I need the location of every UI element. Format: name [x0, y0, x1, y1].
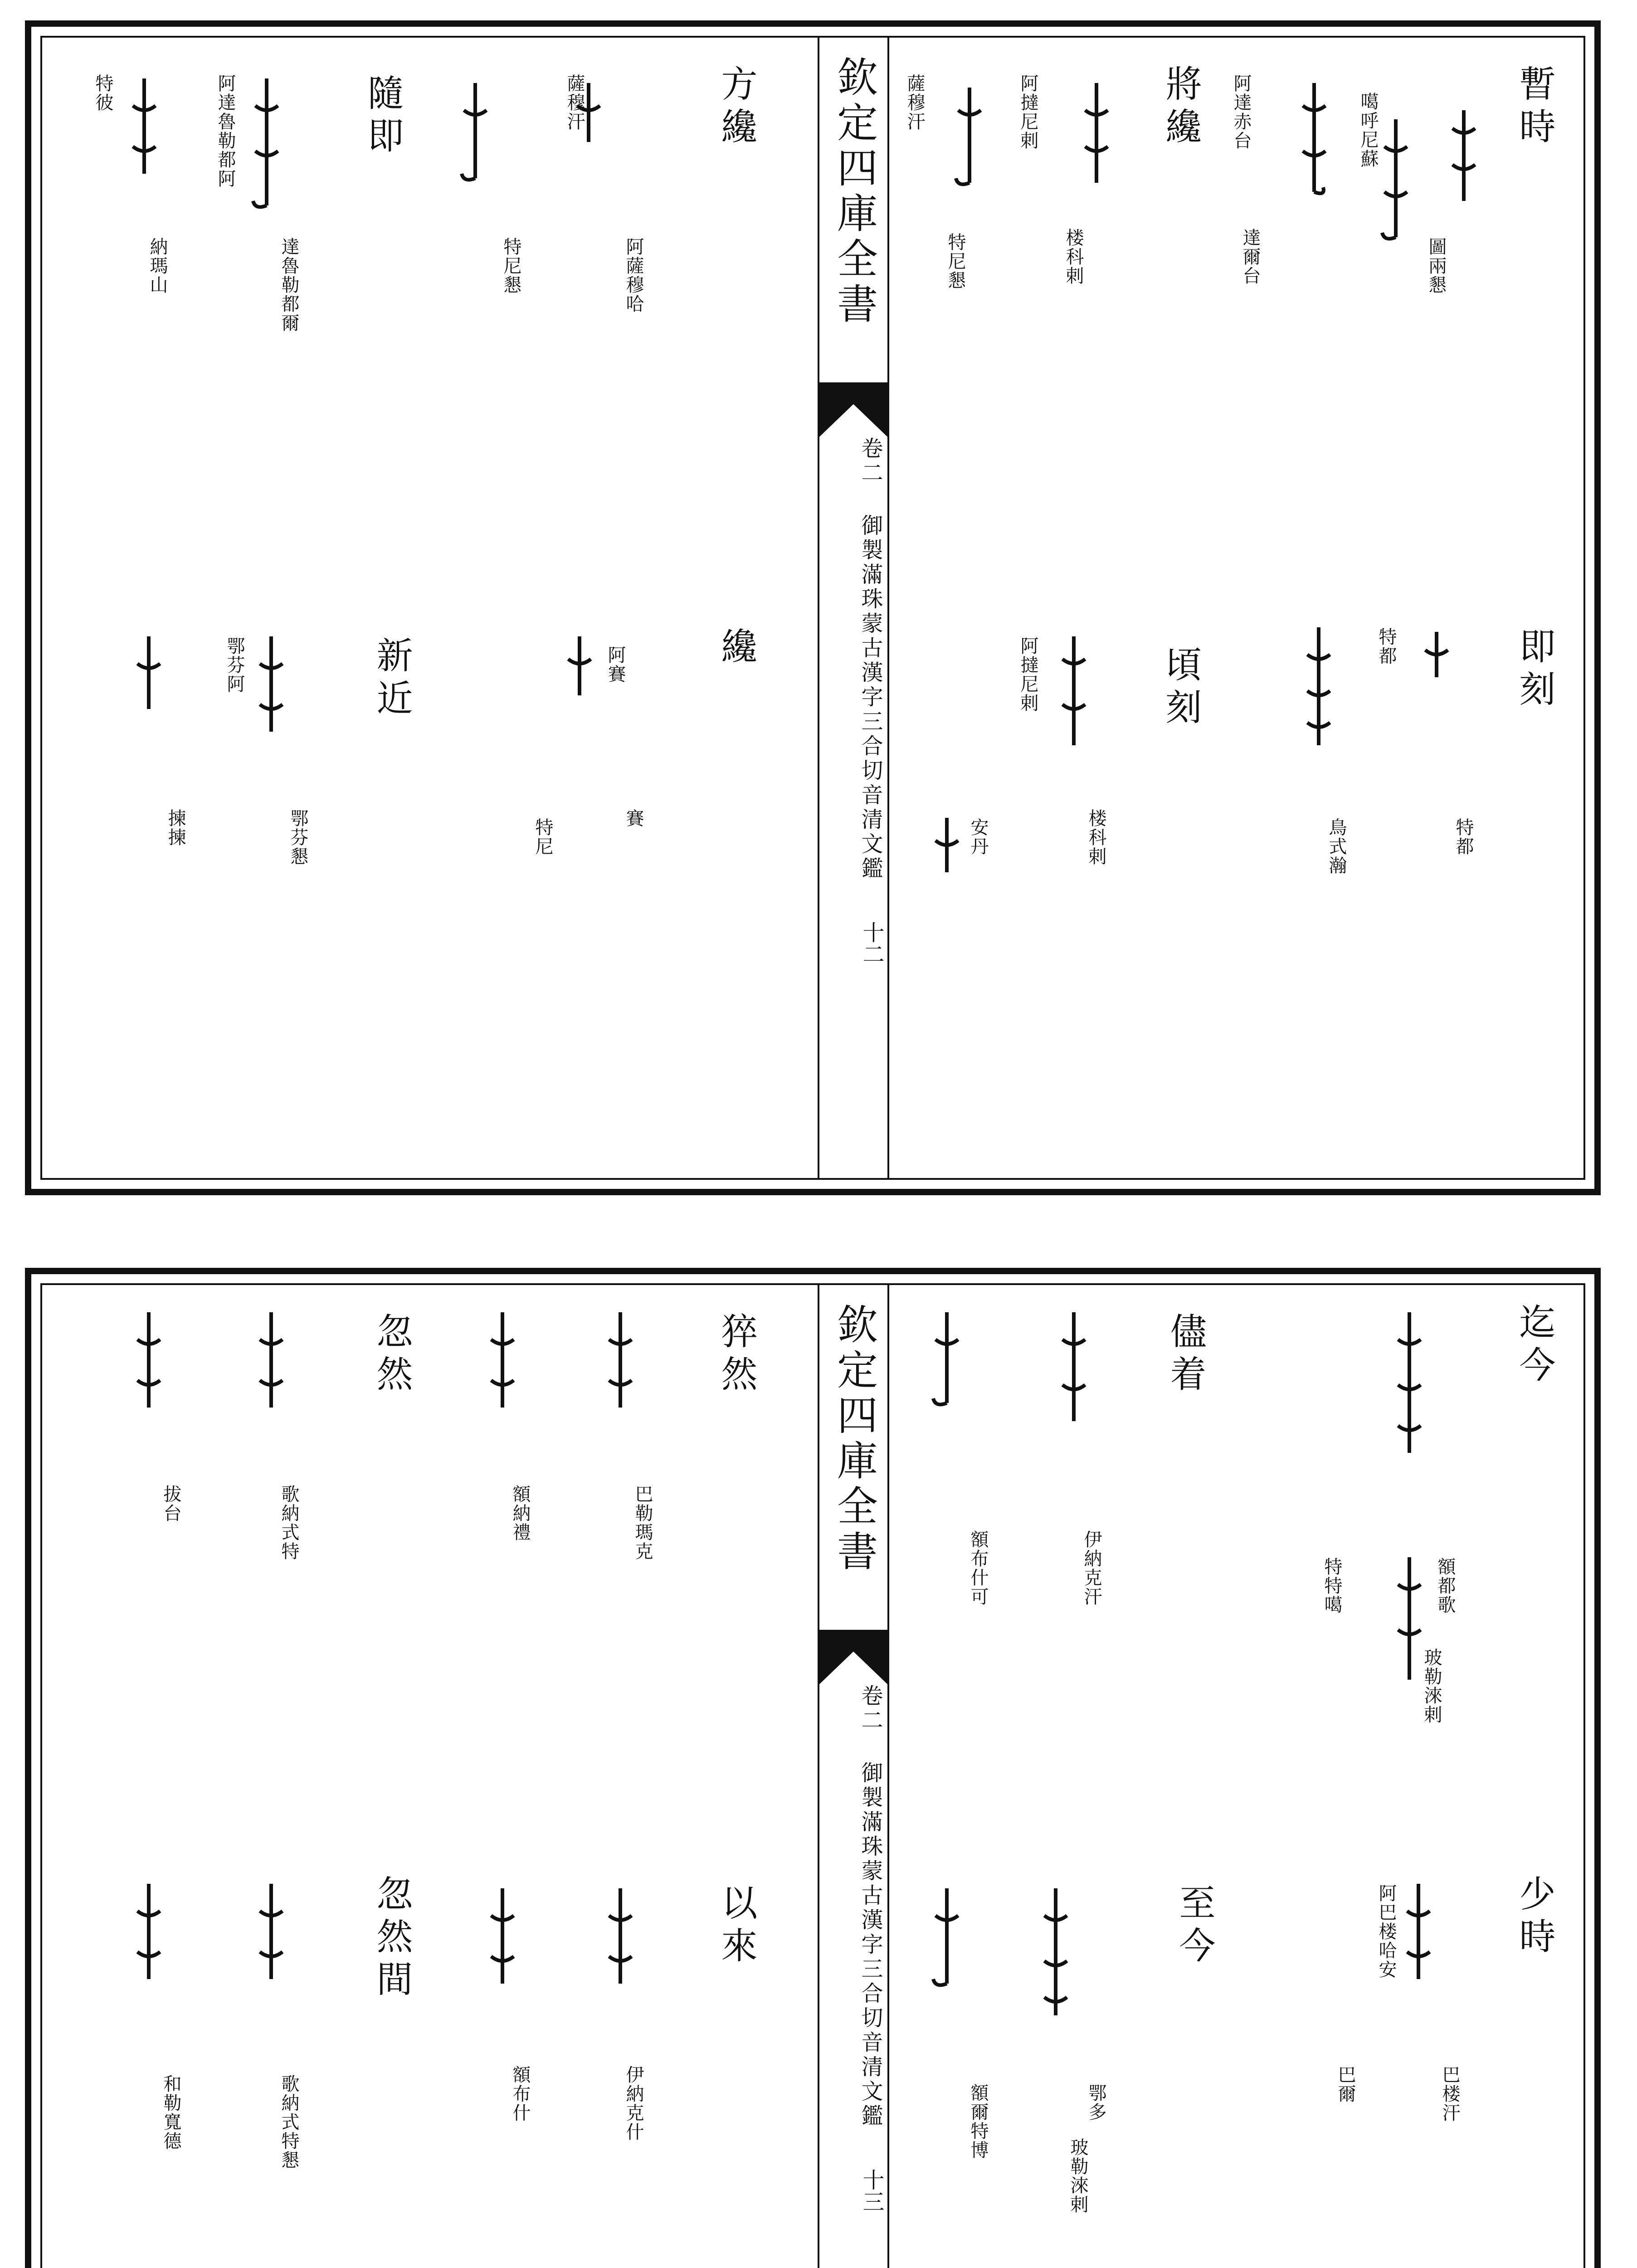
manchu-script-glyph [487, 1888, 518, 1993]
upper-entry-gloss: 特彼 [93, 74, 113, 112]
lower-entry-gloss: 歌納式特 [278, 1485, 299, 1561]
lower-entry-gloss: 額都歌 [1435, 1557, 1456, 1614]
lower-page [25, 1268, 1601, 2268]
manchu-script-glyph [1403, 1884, 1434, 1988]
manchu-script-glyph [954, 88, 985, 192]
lower-page-number: 十三 [859, 2169, 884, 2212]
manchu-script-glyph [931, 818, 963, 881]
upper-entry-head: 頃刻 [1160, 645, 1202, 731]
lower-entry-gloss: 巴爾 [1335, 2065, 1356, 2103]
lower-entry-head: 至今 [1173, 1884, 1215, 1969]
upper-entry-gloss: 薩穆汗 [904, 74, 925, 131]
lower-entry-gloss: 阿巴楼哈安 [1376, 1884, 1397, 1979]
upper-entry-gloss: 達魯勒都爾 [278, 237, 299, 332]
upper-entry-gloss: 鳥式瀚 [1326, 818, 1347, 875]
lower-entry-gloss: 和勒寬德 [161, 2074, 181, 2151]
manchu-script-glyph [133, 1884, 165, 1988]
upper-entry-gloss: 楼科剌 [1063, 228, 1084, 285]
manchu-script-glyph [487, 1312, 518, 1417]
lower-entry-head: 忽然 [370, 1312, 413, 1398]
upper-entry-gloss: 安丹 [968, 818, 989, 856]
lower-entry-gloss: 額爾特博 [968, 2083, 989, 2160]
manchu-script-glyph [1298, 83, 1330, 201]
manchu-script-glyph [564, 636, 595, 704]
upper-entry-head: 暫時 [1513, 65, 1555, 150]
lower-entry-gloss: 鄂多 [1086, 2083, 1106, 2121]
upper-entry-head: 纔 [715, 627, 757, 670]
upper-entry-gloss: 鄂芬懇 [287, 809, 308, 866]
upper-page-frame [40, 36, 1585, 1180]
upper-entry-gloss: 特尼懇 [501, 237, 521, 294]
lower-juan: 卷二 [857, 1684, 883, 1733]
manchu-script-glyph [604, 1312, 636, 1417]
upper-entry-gloss: 特尼懇 [945, 233, 966, 290]
upper-entry-head: 新近 [370, 636, 413, 722]
lower-entry-gloss: 歌納式特懇 [278, 2074, 299, 2170]
lower-entry-head: 儘着 [1164, 1312, 1206, 1398]
upper-entry-gloss: 阿達赤台 [1231, 74, 1252, 150]
manchu-script-glyph [1393, 1312, 1425, 1462]
lower-entry-gloss: 伊納克什 [623, 2065, 644, 2141]
manchu-script-glyph [1081, 83, 1112, 192]
lower-entry-gloss: 額布什可 [968, 1530, 989, 1606]
manchu-script-glyph [128, 78, 160, 183]
manchu-script-glyph [931, 1312, 963, 1412]
manchu-script-glyph [255, 636, 287, 741]
upper-entry-gloss: 阿撻尼剌 [1018, 74, 1038, 150]
lower-entry-gloss: 伊納克汗 [1081, 1530, 1102, 1606]
lower-entry-head: 猝然 [715, 1312, 757, 1398]
upper-entry-gloss: 納瑪山 [147, 237, 168, 294]
upper-center-title: 欽定四庫全書 [830, 56, 877, 328]
lower-entry-gloss: 額布什 [510, 2065, 531, 2122]
upper-page-number: 十二 [859, 921, 884, 965]
upper-entry-head: 將纔 [1160, 65, 1202, 150]
lower-entry-gloss: 特特噶 [1321, 1557, 1342, 1614]
upper-entry-gloss: 阿賽 [605, 645, 626, 684]
upper-juan: 卷二 [857, 437, 883, 486]
manchu-script-glyph [931, 1888, 963, 1993]
upper-entry-head: 即刻 [1513, 627, 1555, 713]
lower-page-frame [40, 1283, 1585, 2268]
upper-entry-head: 隨即 [361, 74, 404, 159]
manchu-script-glyph [255, 1884, 287, 1988]
lower-center-spine [818, 1285, 889, 2268]
upper-entry-gloss: 圖兩懇 [1426, 237, 1447, 294]
lower-entry-gloss: 玻勒淶剌 [1067, 2138, 1088, 2214]
upper-entry-gloss: 鄂芬阿 [224, 636, 245, 694]
upper-page [25, 20, 1601, 1195]
lower-entry-head: 少時 [1513, 1875, 1555, 1960]
upper-entry-gloss: 阿薩穆哈 [623, 237, 644, 313]
lower-entry-gloss: 額納禮 [510, 1485, 531, 1542]
manchu-script-glyph [459, 83, 491, 187]
upper-fishtail-ornament [819, 382, 887, 437]
upper-entry-head: 方纔 [715, 65, 757, 150]
upper-center-subtitle [823, 437, 884, 881]
upper-entry-gloss: 噶呼尼蘇 [1358, 92, 1379, 168]
upper-entry-gloss: 賽 [623, 809, 644, 828]
lower-book-title: 御製滿珠蒙古漢字三合切音清文鑑 [857, 1761, 883, 2129]
lower-entry-head: 迄今 [1513, 1303, 1555, 1388]
manchu-script-glyph [1421, 632, 1452, 686]
manchu-script-glyph [251, 78, 283, 215]
upper-entry-gloss: 特尼 [532, 818, 553, 856]
manchu-script-glyph [133, 1312, 165, 1417]
lower-center-subtitle [823, 1684, 884, 2129]
lower-entry-gloss: 巴勒瑪克 [632, 1485, 653, 1561]
manchu-script-glyph [1380, 119, 1412, 246]
upper-book-title: 御製滿珠蒙古漢字三合切音清文鑑 [857, 514, 883, 881]
lower-entry-gloss: 巴楼汗 [1439, 2065, 1460, 2122]
lower-center-title: 欽定四庫全書 [830, 1303, 877, 1575]
manchu-script-glyph [1058, 636, 1090, 754]
manchu-script-glyph [573, 83, 604, 151]
lower-fishtail-ornament [819, 1630, 887, 1684]
manchu-script-glyph [1040, 1888, 1072, 2024]
upper-entry-gloss: 揀揀 [165, 809, 186, 847]
upper-entry-gloss: 達爾台 [1240, 228, 1261, 285]
upper-entry-gloss: 楼科剌 [1086, 809, 1106, 866]
manchu-script-glyph [1303, 627, 1335, 754]
lower-entry-head: 忽然間 [370, 1875, 413, 2003]
manchu-script-glyph [1448, 110, 1480, 210]
manchu-script-glyph [1393, 1557, 1425, 1689]
upper-center-spine [818, 38, 889, 1178]
manchu-script-glyph [133, 636, 165, 718]
upper-entry-gloss: 阿達魯勒都阿 [215, 74, 236, 188]
lower-entry-gloss: 玻勒淶剌 [1421, 1648, 1442, 1724]
upper-entry-gloss: 特都 [1453, 818, 1474, 856]
manchu-script-glyph [604, 1888, 636, 1993]
upper-entry-gloss: 特都 [1376, 627, 1397, 665]
manchu-script-glyph [255, 1312, 287, 1417]
upper-entry-gloss: 阿撻尼剌 [1018, 636, 1038, 713]
lower-entry-gloss: 拔台 [161, 1485, 181, 1523]
upper-entry-gloss: 薩穆汗 [564, 74, 585, 131]
manchu-script-glyph [1058, 1312, 1090, 1430]
lower-entry-head: 以來 [715, 1884, 757, 1969]
